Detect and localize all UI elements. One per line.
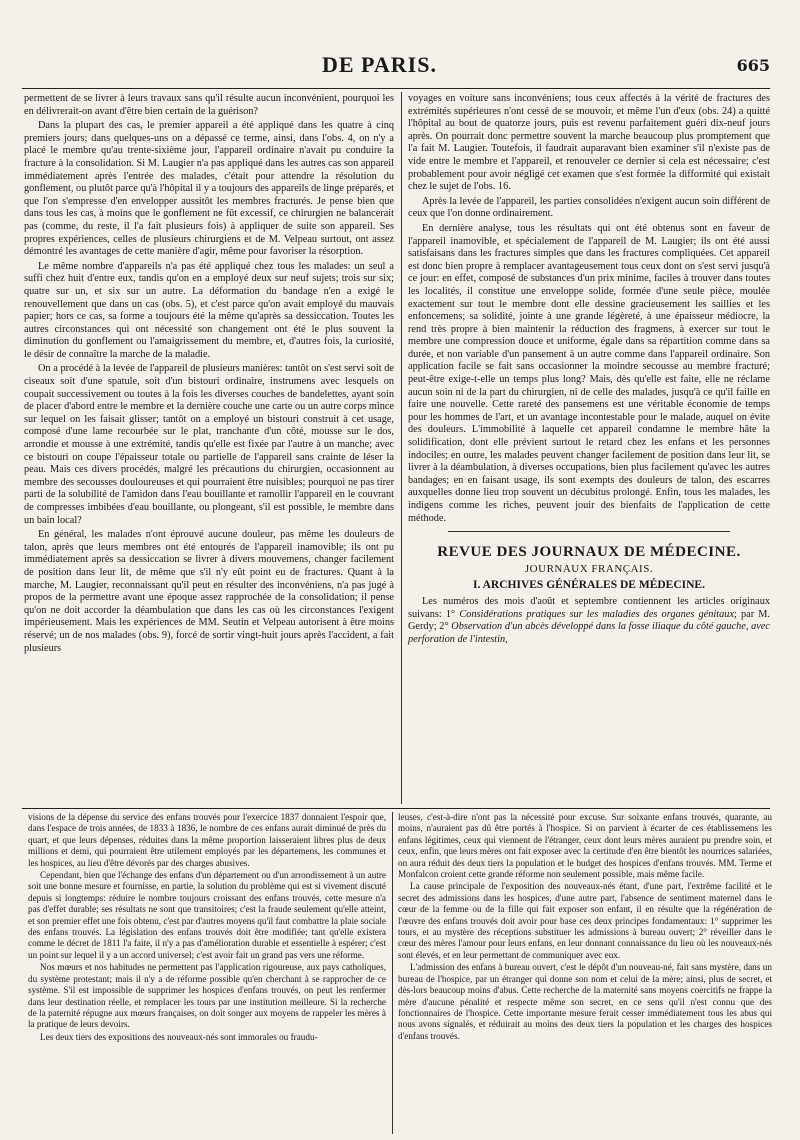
paragraph: visions de la dépense du service des enfans trouvés pour l'exercice 1837 donnaient l'espoir que, dans l'espace de trois années, de 1833 à 1836, le nombre de ces enfans aurait diminué de près du quart, et que leurs dépenses, réduites dans la même proportion laisseraient libres plus de deux millions et demi, qui pourraient être utilement employés par les départemens, les communes et les hospices, au lieu d'être dévorés par des charges abusives. xyxy=(28,812,386,868)
intro-article-title: Observation d'un abcès développé dans la fosse iliaque du côté gauche, avec perforation de l'intestin, xyxy=(408,621,770,645)
paragraph: L'admission des enfans à bureau ouvert, c'est le dépôt d'un nouveau-né, fait sans mystère, dans un bureau de l'hospice, par un étranger qui donne son nom et celui de la mère; ainsi, plus de secret, et dès-lors beaucoup moins d'abus. Cette recherche de la maternité sans moyens coercitifs ne frappe la mère d'aucune pénalité et respecte même son secret, en ce sens qu'il n'est connu que des fonctionnaires de l'hospice. Cette importante mesure ferait cesser immédiatement tous les abus qui nous avons signalés, et réduirait au moins des deux tiers la population et les charges des hospices d'enfans trouvés. xyxy=(398,962,772,1041)
paragraph: Après la levée de l'appareil, les parties consolidées n'exigent aucun soin différent de ceux que l'on donne ordinairement. xyxy=(408,195,770,220)
paragraph: En dernière analyse, tous les résultats qui ont été obtenus sont en faveur de l'appareil inamovible, et spécialement de l'appareil de M. Laugier; ils ont été aussi satisfaisans dans les fractures simples que dans les fractures compliquées. Cet appareil est donc bien propre à remplacer avantageusement tous ceux dont on s'est servi jusqu'à ce jour: en effet, composé de substances d'un prix minime, faciles à trouver dans toutes les localités, il constitue une enveloppe solide, formée d'une seule pièce, moulée exactement sur tout le membre dont elle dessine gracieusement les saillies et les enfoncemens; sa solidité, jointe à une grande légèreté, à une épaisseur médiocre, la rend très propre à bien maintenir la réduction des fragmens, à exercer sur tout le membre une compression douce et uniforme, égale dans sa répartition comme dans sa durée, et non variable d'un pansement à un autre comme dans l'appareil ordinaire. Son application facile se fait sans occasionner la moindre secousse au membre fracturé; peut-être exige-t-elle un temps plus long? Mais, dès qu'elle est faite, elle ne réclame aucun soin ni de la part du chirurgien, ni de celle des malades, jusqu'à ce qu'il faille en faire une nouvelle. Cette rareté des pansemens est une véritable économie de temps pour les hommes de l'art, et un avantage incontestable pour le malade, auquel on évite des douleurs. L'immobilité à laquelle cet appareil condamne le membre hâte la solidification, dont elle prévient surtout le retard chez les enfans et les personnes indociles; en outre, les malades peuvent changer facilement de position dans leur lit, se livrer à la déambulation, à diverses occupations, bien plus facilement qu'avec les autres bandages; en en faisant usage, ils sont exempts des douleurs de talon, des escarres auxquelles donne lieu trop souvent un décubitus prolongé. Enfin, tous les malades, les indigens comme les riches, peuvent jouir des bienfaits de l'application de cette méthode. xyxy=(408,222,770,524)
column-divider-bottom xyxy=(392,812,393,1134)
paragraph: En général, les malades n'ont éprouvé aucune douleur, pas même les douleurs de talon, après que leurs membres ont été entourés de l'appareil inamovible; ils ont pu immédiatement après sa dessiccation se livrer à divers mouvemens, changer facilement de position dans leur lit, de même que s'il n'y eût point eu de fractures. Quant à la marche, M. Laugier, reconnaissant qu'il peut en résulter des inconvéniens, n'a pas jugé à propos de la permettre avant une époque assez rapprochée de la consolidation; il pense qu'on ne doit accorder la déambulation que dans les cas où les circonstances l'exigent impérieusement. Mais les expériences de MM. Seutin et Velpeau autorisent à être moins réservé; un de nos malades (obs. 9), forcé de sortir vingt-huit jours après l'accident, a fait plusieurs xyxy=(24,529,394,654)
paragraph: voyages en voiture sans inconvéniens; tous ceux affectés à la vérité de fractures des extrémités supérieures n'ont cessé de se mouvoir, et même l'un d'eux (obs. 24) a quitté l'hôpital au bout de quatorze jours, puis est revenu parfaitement guéri dix-neuf jours après. On pourrait donc permettre souvent la marche beaucoup plus promptement que l'a fait M. Laugier. Toutefois, il faudrait auparavant bien examiner s'il n'existe pas de vide entre le membre et l'appareil, et renouveler ce dernier si cela est nécessaire; c'est probablement pour avoir négligé cet examen que s'est formée la difformité qui existait chez le sujet de l'obs. 16. xyxy=(408,93,770,193)
left-column xyxy=(24,93,394,657)
paragraph: Dans la plupart des cas, le premier appareil a été appliqué dans les quatre à cinq premiers jours; dans quelques-uns on a dépassé ce terme, ainsi, dans l'obs. 4, on n'y a placé le membre qu'au trente-sixième jour, l'appareil ordinaire n'avait pu conduire la fracture à la consolidation. Si M. Laugier n'a pas appliqué dans les autres cas son appareil immédiatement après l'entrée des malades, c'était pour attendre la résolution du gonflement, ou plutôt parce qu'à l'hôpital il y a toujours des appareils de linge préparés, et que l'on s'empresse d'en envelopper aussitôt les membres fracturés. Je pense bien que dans tous les cas, à moins que le gonflement ne fût excessif, ce chirurgien ne balancerait pas (comme, du reste, il l'a fait plusieurs fois) à appliquer de suite son appareil. Ses propres expériences, celles de plusieurs chirurgiens et de M. Velpeau surtout, ont assez démontré les avantages de cette manière d'agir, même pour favoriser la résorption. xyxy=(24,120,394,258)
paragraph: La cause principale de l'exposition des nouveaux-nés étant, d'une part, l'extrême facilité et le secret des admissions dans les hospices, d'une autre part, l'absence de sentiment maternel dans le cœur de la femme ou de la fille qui fait exposer son enfant, il en résulte que la régénération de l'œuvre des enfans trouvés doit avoir pour base ces deux principes fondamentaux: 1° supprimer les tours, et au mystère des réceptions substituer les admissions à bureau ouvert; 2° réveiller dans le cœur des mères l'amour pour leurs enfans, en leur donnant connaissance du lieu où les nouveaux-nés sont élevés, et en leur permettant de communiquer avec eux. xyxy=(398,881,772,960)
paragraph: Le même nombre d'appareils n'a pas été appliqué chez tous les malades: un seul a suffi chez huit d'entre eux, tandis qu'on en a employé deux sur neuf sujets; trois sur six; quatre sur un, et six sur un autre. La déformation du bandage n'en a exigé le renouvellement que dans un cas (obs. 5), et c'est parce qu'on avait employé du mauvais papier; hors ce cas, sa forme a toujours été la même qu'après sa dessiccation. Toutes les autres circonstances qui ont nécessité son changement ont été le plus souvent la diminution du gonflement ou l'amaigrissement du membre, et, d'autres fois, la curiosité, le désir de connaître la marche de la maladie. xyxy=(24,260,394,360)
page-header xyxy=(22,52,770,86)
section-rule xyxy=(448,531,730,532)
intro-text: Les numéros des mois d'août et septembre contiennent les articles originaux suivans: 1° xyxy=(408,595,770,620)
revue-subheading: JOURNAUX FRANÇAIS. xyxy=(524,562,654,575)
paragraph: leuses, c'est-à-dire n'ont pas la nécessité pour excuse. Sur soixante enfans trouvés, quarante, au moins, n'auraient pas dû être portés à l'hospice. Si on parvient à écarter de ces établissemens les enfans légitimes, ceux qui viennent de l'étranger, ceux dont leurs mères auraient pu prendre soin, et ceux, enfin, que leurs mères ont fait exposer avec la certitude d'en être bientôt les nourrices salariées, on aura réduit des deux tiers la population et le budget des hospices d'enfans trouvés. MM. Terme et Monfalcon croient cette grande réforme non seulement possible, mais même facile. xyxy=(398,812,772,880)
right-column xyxy=(408,93,770,648)
paragraph: Cependant, bien que l'échange des enfans d'un département ou d'un arrondissement à un autre soit une bonne mesure et fournisse, en partie, la solution du problème qui est si vivement discuté depuis si longtemps: réduire le nombre toujours croissant des enfans trouvés, cette mesure n'a pas d'effet durable; ses résultats ne sont que transitoires; c'est la fraude seulement qu'elle atteint, et son premier effet une fois obtenu, c'est par d'autres moyens qu'il faut combattre la plaie sociale des enfans trouvés. La législation des enfans trouvés doit être modifiée; tant qu'elle existera comme le décret de 1811 l'a faite, il n'y a pas d'amélioration durable et essentielle à espérer; c'est un point sur lequel il y a un accord universel; c'est avoir fait un grand pas vers une réforme. xyxy=(28,870,386,960)
bottom-left-column xyxy=(28,812,386,1044)
bottom-section-rule xyxy=(22,808,770,809)
intro-text: ; par M. Gerdy; 2° xyxy=(408,608,771,633)
page-number: 665 xyxy=(736,56,770,75)
paragraph: Nos mœurs et nos habitudes ne permettent pas l'application rigoureuse, aux pays catholiques, du système protestant; mais il n'y a de réforme possible qu'en cherchant à se rapprocher de ce système. S'il est impossible de supprimer les hospices d'enfans trouvés, on peut les renfermer dans leur destination réelle, et remplacer les tours par une institution meilleure. Si la recherche de la paternité répugne aux mœurs françaises, on doit songer aux moyens de rappeler les mères à la pratique de leurs devoirs. xyxy=(28,962,386,1030)
paragraph: On a procédé à la levée de l'appareil de plusieurs manières: tantôt on s'est servi soit de ciseaux soit d'une spatule, soit d'un bistouri ordinaire, instrumens avec lesquels on coupait successivement ou toutes à la fois les diverses couches de bandelettes, ayant soin de placer d'abord entre le membre et la dernière couche une carte ou un autre corps mince sur lequel on les faisait glisser; tantôt on a employé un bistouri construit à cet usage, composé d'une lame recourbée sur le plat, tranchante d'un côté, mousse sur le dos, arrondie et mousse à une extrémité, tandis qu'elle est fixée par l'autre à un manche; avec ce bistouri on coupe l'épaisseur totale ou partielle de l'appareil sans crainte de léser la peau. Mais ces divers procédés, malgré les précautions du chirurgien, occasionnent au membre des secousses douloureuses et qui pourraient être nuisibles; pourquoi ne pas tirer parti de la solubilité de l'amidon dans l'eau bouillante et ramollir l'appareil en le couvrant de compresses imbibées d'eau bouillante, ou plongeant, s'il est possible, le membre dans un bain local? xyxy=(24,363,394,526)
revue-heading: REVUE DES JOURNAUX DE MÉDECINE. xyxy=(437,544,741,561)
intro-article-title: Considérations pratiques sur les maladies des organes génitaux xyxy=(459,608,734,620)
running-title: DE PARIS. xyxy=(322,52,437,77)
revue-section-heading: I. ARCHIVES GÉNÉRALES DE MÉDECINE. xyxy=(473,579,705,592)
header-rule xyxy=(22,88,770,89)
revue-intro xyxy=(408,596,770,646)
column-divider-top xyxy=(401,92,402,804)
bottom-right-column xyxy=(398,812,772,1043)
paragraph: permettent de se livrer à leurs travaux sans qu'il résulte aucun inconvénient, pourquoi les en délivrerait-on avant d'être bien certain de la guérison? xyxy=(24,93,394,117)
paragraph: Les deux tiers des expositions des nouveaux-nés sont immorales ou fraudu- xyxy=(40,1031,318,1042)
